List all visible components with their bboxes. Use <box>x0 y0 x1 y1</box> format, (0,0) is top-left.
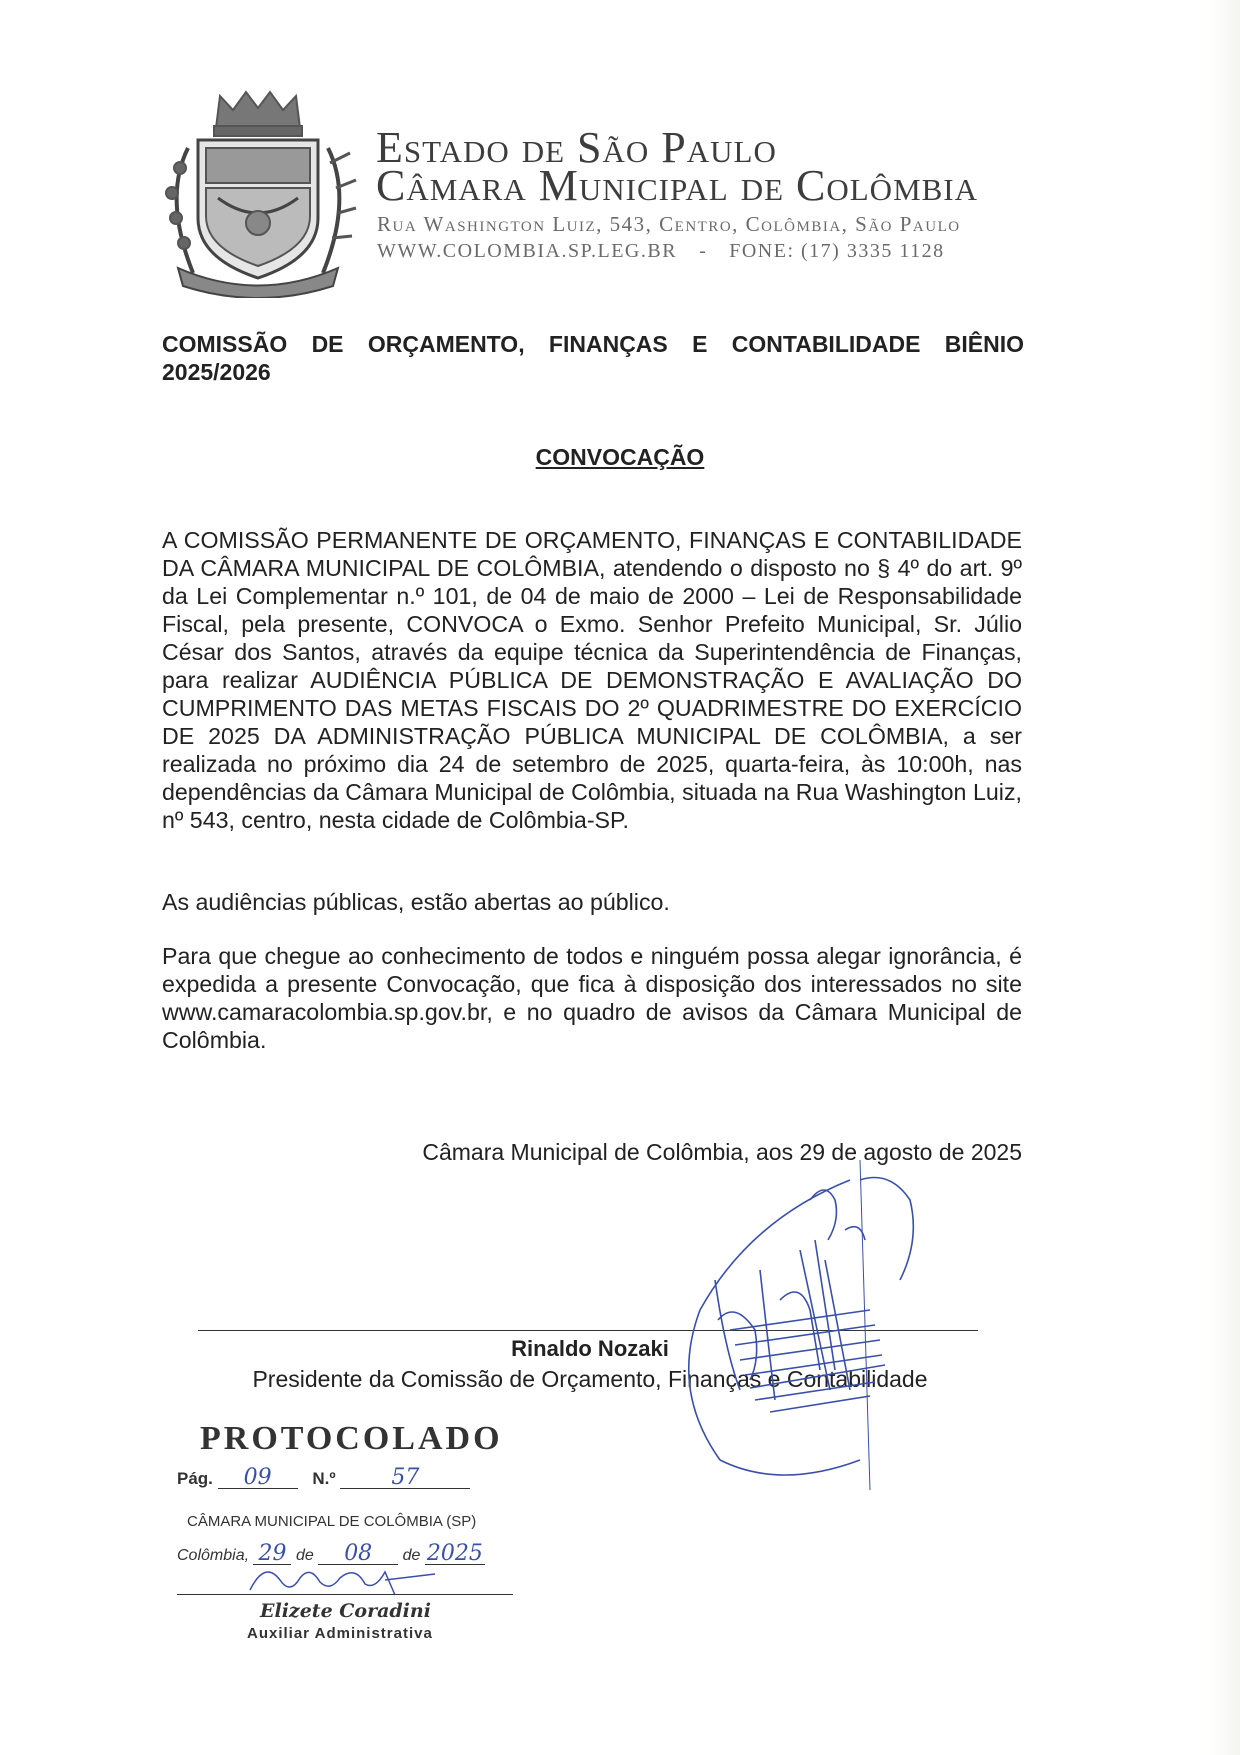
header-website: WWW.COLOMBIA.SP.LEG.BR <box>377 240 678 262</box>
stamp-day: 29 <box>253 1544 291 1565</box>
stamp-number-value: 57 <box>340 1468 470 1489</box>
commission-title-line1: COMISSÃO DE ORÇAMENTO, FINANÇAS E CONTABILIDADE BIÊNIO <box>162 331 1024 357</box>
scan-edge <box>1210 0 1240 1755</box>
signer-name: Rinaldo Nozaki <box>511 1336 669 1361</box>
stamp-page-number-row <box>177 1465 470 1490</box>
stamp-de-2: de <box>402 1547 421 1564</box>
signer-role: Presidente da Comissão de Orçamento, Finanças e Contabilidade <box>252 1366 928 1392</box>
body-paragraph-3: Para que chegue ao conhecimento de todos e ninguém possa alegar ignorância, é expedida a presente Convocação, que fica à disposição dos interessados no site www.camaracolombia.sp.gov.br, e no quadro de avisos da Câmara Municipal de Colômbia. <box>162 943 1022 1053</box>
commission-title-line2: 2025/2026 <box>162 359 271 385</box>
stamp-clerk-role: Auxiliar Administrativa <box>247 1625 433 1642</box>
header-phone: FONE: (17) 3335 1128 <box>729 240 945 262</box>
header-contact <box>377 240 945 263</box>
stamp-month: 08 <box>318 1544 398 1565</box>
stamp-city-label: Colômbia, <box>177 1547 250 1564</box>
dateline: Câmara Municipal de Colômbia, aos 29 de agosto de 2025 <box>422 1139 1022 1165</box>
stamp-institution: CÂMARA MUNICIPAL DE COLÔMBIA (SP) <box>187 1513 477 1530</box>
header-address: Rua Washington Luiz, 543, Centro, Colômbia, São Paulo <box>377 212 961 236</box>
body-paragraph-1: A COMISSÃO PERMANENTE DE ORÇAMENTO, FINANÇAS E CONTABILIDADE DA CÂMARA MUNICIPAL DE COLÔMBIA, atendendo o disposto no § 4º do art. 9º da Lei Complementar n.º 101, de 04 de maio de 2000 – Lei de Responsabilidade Fiscal, pela presente, CONVOCA o Exmo. Senhor Prefeito Municipal, Sr. Júlio César dos Santos, através da equipe técnica da Superintendência de Finanças, para realizar AUDIÊNCIA PÚBLICA DE DEMONSTRAÇÃO E AVALIAÇÃO DO CUMPRIMENTO DAS METAS FISCAIS DO 2º QUADRIMESTRE DO EXERCÍCIO DE 2025 DA ADMINISTRAÇÃO PÚBLICA MUNICIPAL DE COLÔMBIA, a ser realizada no próximo dia 24 de setembro de 2025, quarta-feira, às 10:00h, nas dependências da Câmara Municipal de Colômbia, situada na Rua Washington Luiz, nº 543, centro, nesta cidade de Colômbia-SP. <box>162 527 1022 833</box>
stamp-year: 2025 <box>426 1541 483 1566</box>
stamp-number-label: N.º <box>312 1469 336 1488</box>
header-state: Estado de São Paulo <box>376 123 777 172</box>
stamp-de-1: de <box>295 1547 314 1564</box>
header-chamber: Câmara Municipal de Colômbia <box>376 161 979 210</box>
commission-title <box>162 330 1024 386</box>
stamp-clerk-name: Elizete Coradini <box>260 1600 431 1622</box>
header-separator: - <box>699 240 708 262</box>
stamp-signature-line <box>177 1594 513 1595</box>
stamp-title: PROTOCOLADO <box>200 1420 503 1457</box>
signature-line <box>198 1330 978 1331</box>
handwritten-signature-icon <box>660 1160 990 1490</box>
coat-of-arms-icon <box>158 88 358 298</box>
stamp-page-value: 09 <box>218 1468 298 1489</box>
body-paragraph-2: As audiências públicas, estão abertas ao público. <box>162 889 670 915</box>
stamp-page-label: Pág. <box>177 1469 213 1488</box>
document-heading: CONVOCAÇÃO <box>535 444 705 470</box>
protocol-stamp <box>175 1410 545 1650</box>
